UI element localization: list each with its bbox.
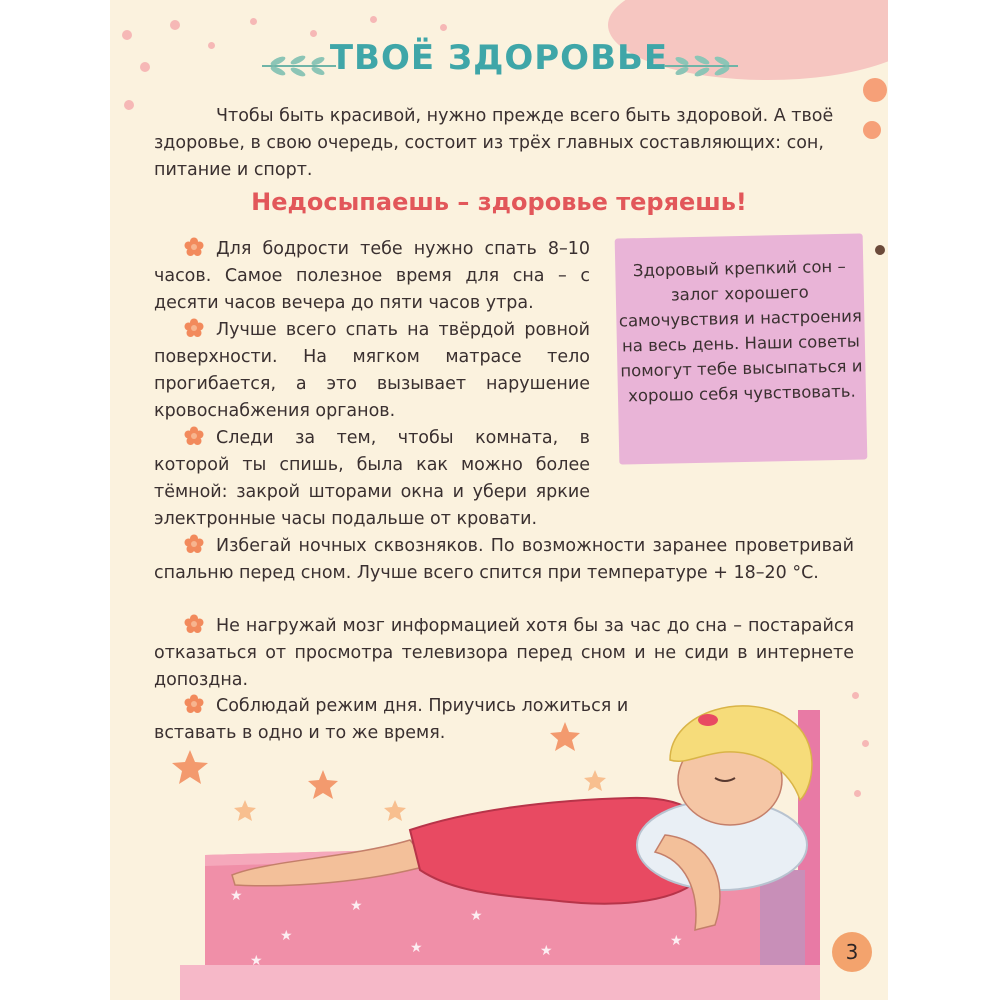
- bullet-item: [154, 425, 590, 533]
- star-icon: [384, 800, 406, 821]
- hair-clip: [698, 714, 718, 726]
- svg-text:★: ★: [250, 953, 263, 969]
- decor-dot: [310, 30, 317, 37]
- decor-dot: [862, 740, 869, 747]
- bullet-text: Лучше всего спать на твёрдой ровной поверхности. На мягком матрасе тело прогибается, а это вызывает нарушение кровоснабжения органов.: [154, 320, 590, 421]
- star-icon: [172, 750, 208, 784]
- decor-dot: [250, 18, 257, 25]
- flower-bullet-icon: [184, 614, 204, 634]
- title-row: [110, 38, 888, 88]
- decor-dot: [170, 20, 180, 30]
- svg-text:★: ★: [280, 928, 293, 944]
- bullet-text: Следи за тем, чтобы комната, в которой ты спишь, была как можно более тёмной: закрой шторами окна и убери яркие электронные часы подальше от кровати.: [154, 428, 590, 529]
- svg-text:★: ★: [410, 940, 423, 956]
- star-icon: [234, 800, 256, 821]
- decor-dot: [124, 100, 134, 110]
- decor-dot: [440, 24, 447, 31]
- page-title: ТВОЁ ЗДОРОВЬЕ: [329, 38, 669, 78]
- callout-box: [615, 233, 868, 464]
- star-icon: [550, 722, 580, 751]
- bullet-item: [154, 533, 854, 587]
- svg-text:★: ★: [230, 888, 243, 904]
- leaf-sprig-icon: [662, 54, 740, 78]
- decor-dot: [370, 16, 377, 23]
- bullet-item: [154, 613, 854, 694]
- decor-dot: [854, 790, 861, 797]
- bullet-text: Соблюдай режим дня. Приучись ложиться и вставать в одно и то же время.: [154, 696, 629, 743]
- svg-text:★: ★: [350, 898, 363, 914]
- sleeping-girl-illustration: [110, 690, 835, 1000]
- bullet-text: Для бодрости тебе нужно спать 8–10 часов. Самое полезное время для сна – с десяти часов вечера до пяти часов утра.: [154, 239, 590, 313]
- bullet-text: Не нагружай мозг информацией хотя бы за час до сна – постарайся отказаться от просмотра телевизора перед сном и не сиди в интернете допоздна.: [154, 616, 854, 690]
- section-subtitle: Недосыпаешь – здоровье теряешь!: [251, 188, 747, 216]
- svg-text:★: ★: [470, 908, 483, 924]
- flower-bullet-icon: [184, 534, 204, 554]
- star-icon: [308, 770, 338, 799]
- callout-text: Здоровый крепкий сон – залог хорошего самочувствия и настроения на весь день. Наши советы помогут тебе высыпаться и хорошо себя чувствовать.: [618, 256, 863, 406]
- flower-decoration-icon: [860, 40, 890, 300]
- svg-text:★: ★: [670, 933, 683, 949]
- bullet-text: Избегай ночных сквозняков. По возможности заранее проветривай спальню перед сном. Лучше всего спится при температуре + 18–20 °С.: [154, 536, 854, 583]
- flower-bullet-icon: [184, 318, 204, 338]
- svg-text:★: ★: [540, 943, 553, 959]
- flower-bullet-icon: [184, 237, 204, 257]
- intro-text: Чтобы быть красивой, нужно прежде всего быть здоровой. А твоё здоровье, в свою очередь, состоит из трёх главных составляющих: сон, питание и спорт.: [154, 106, 834, 180]
- bed-frame: [180, 965, 820, 1000]
- page-number: 3: [832, 932, 872, 972]
- flower-bullet-icon: [184, 426, 204, 446]
- star-icon: [584, 770, 606, 791]
- bullet-item: [154, 236, 590, 317]
- bullet-item: [154, 317, 590, 425]
- intro-paragraph: [154, 103, 854, 184]
